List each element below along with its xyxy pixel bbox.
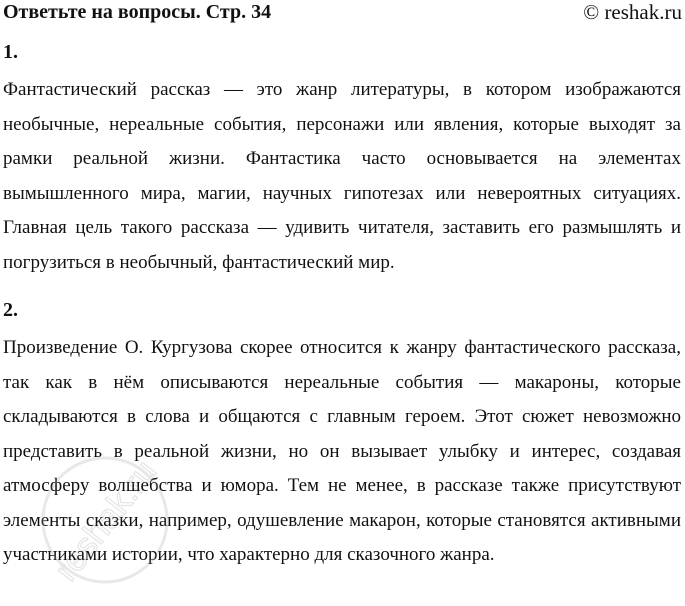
question-2-number: 2. [3, 299, 18, 321]
page-title: Ответьте на вопросы. Стр. 34 [3, 1, 272, 23]
header [3, 0, 682, 24]
question-2-answer: Произведение О. Кургузова скорее относится к жанру фантастического рассказа, так как в нём описываются нереальные события — макароны, которые складываются в слова и общаются с главным героем. Этот сюжет невозможно представить в реальной жизни, но он вызывает улыбку и интерес, создавая атмосферу волшебства и юмора. Тем не менее, в рассказе также присутствуют элементы сказки, например, одушевление макарон, которые становятся активными участниками истории, что характерно для сказочного жанра. [3, 337, 681, 565]
question-1-number: 1. [3, 41, 18, 63]
question-1-answer: Фантастический рассказ — это жанр литературы, в котором изображаются необычные, нереальные события, персонажи или явления, которые выходят за рамки реальной жизни. Фантастика часто основывается на элементах вымышленного мира, магии, научных гипотезах или невероятных ситуациях. Главная цель такого рассказа — удивить читателя, заставить его размышлять и погрузиться в необычный, фантастический мир. [3, 79, 681, 273]
source-label: © reshak.ru [583, 0, 682, 24]
watermark-text: reshak.ru [47, 453, 165, 589]
